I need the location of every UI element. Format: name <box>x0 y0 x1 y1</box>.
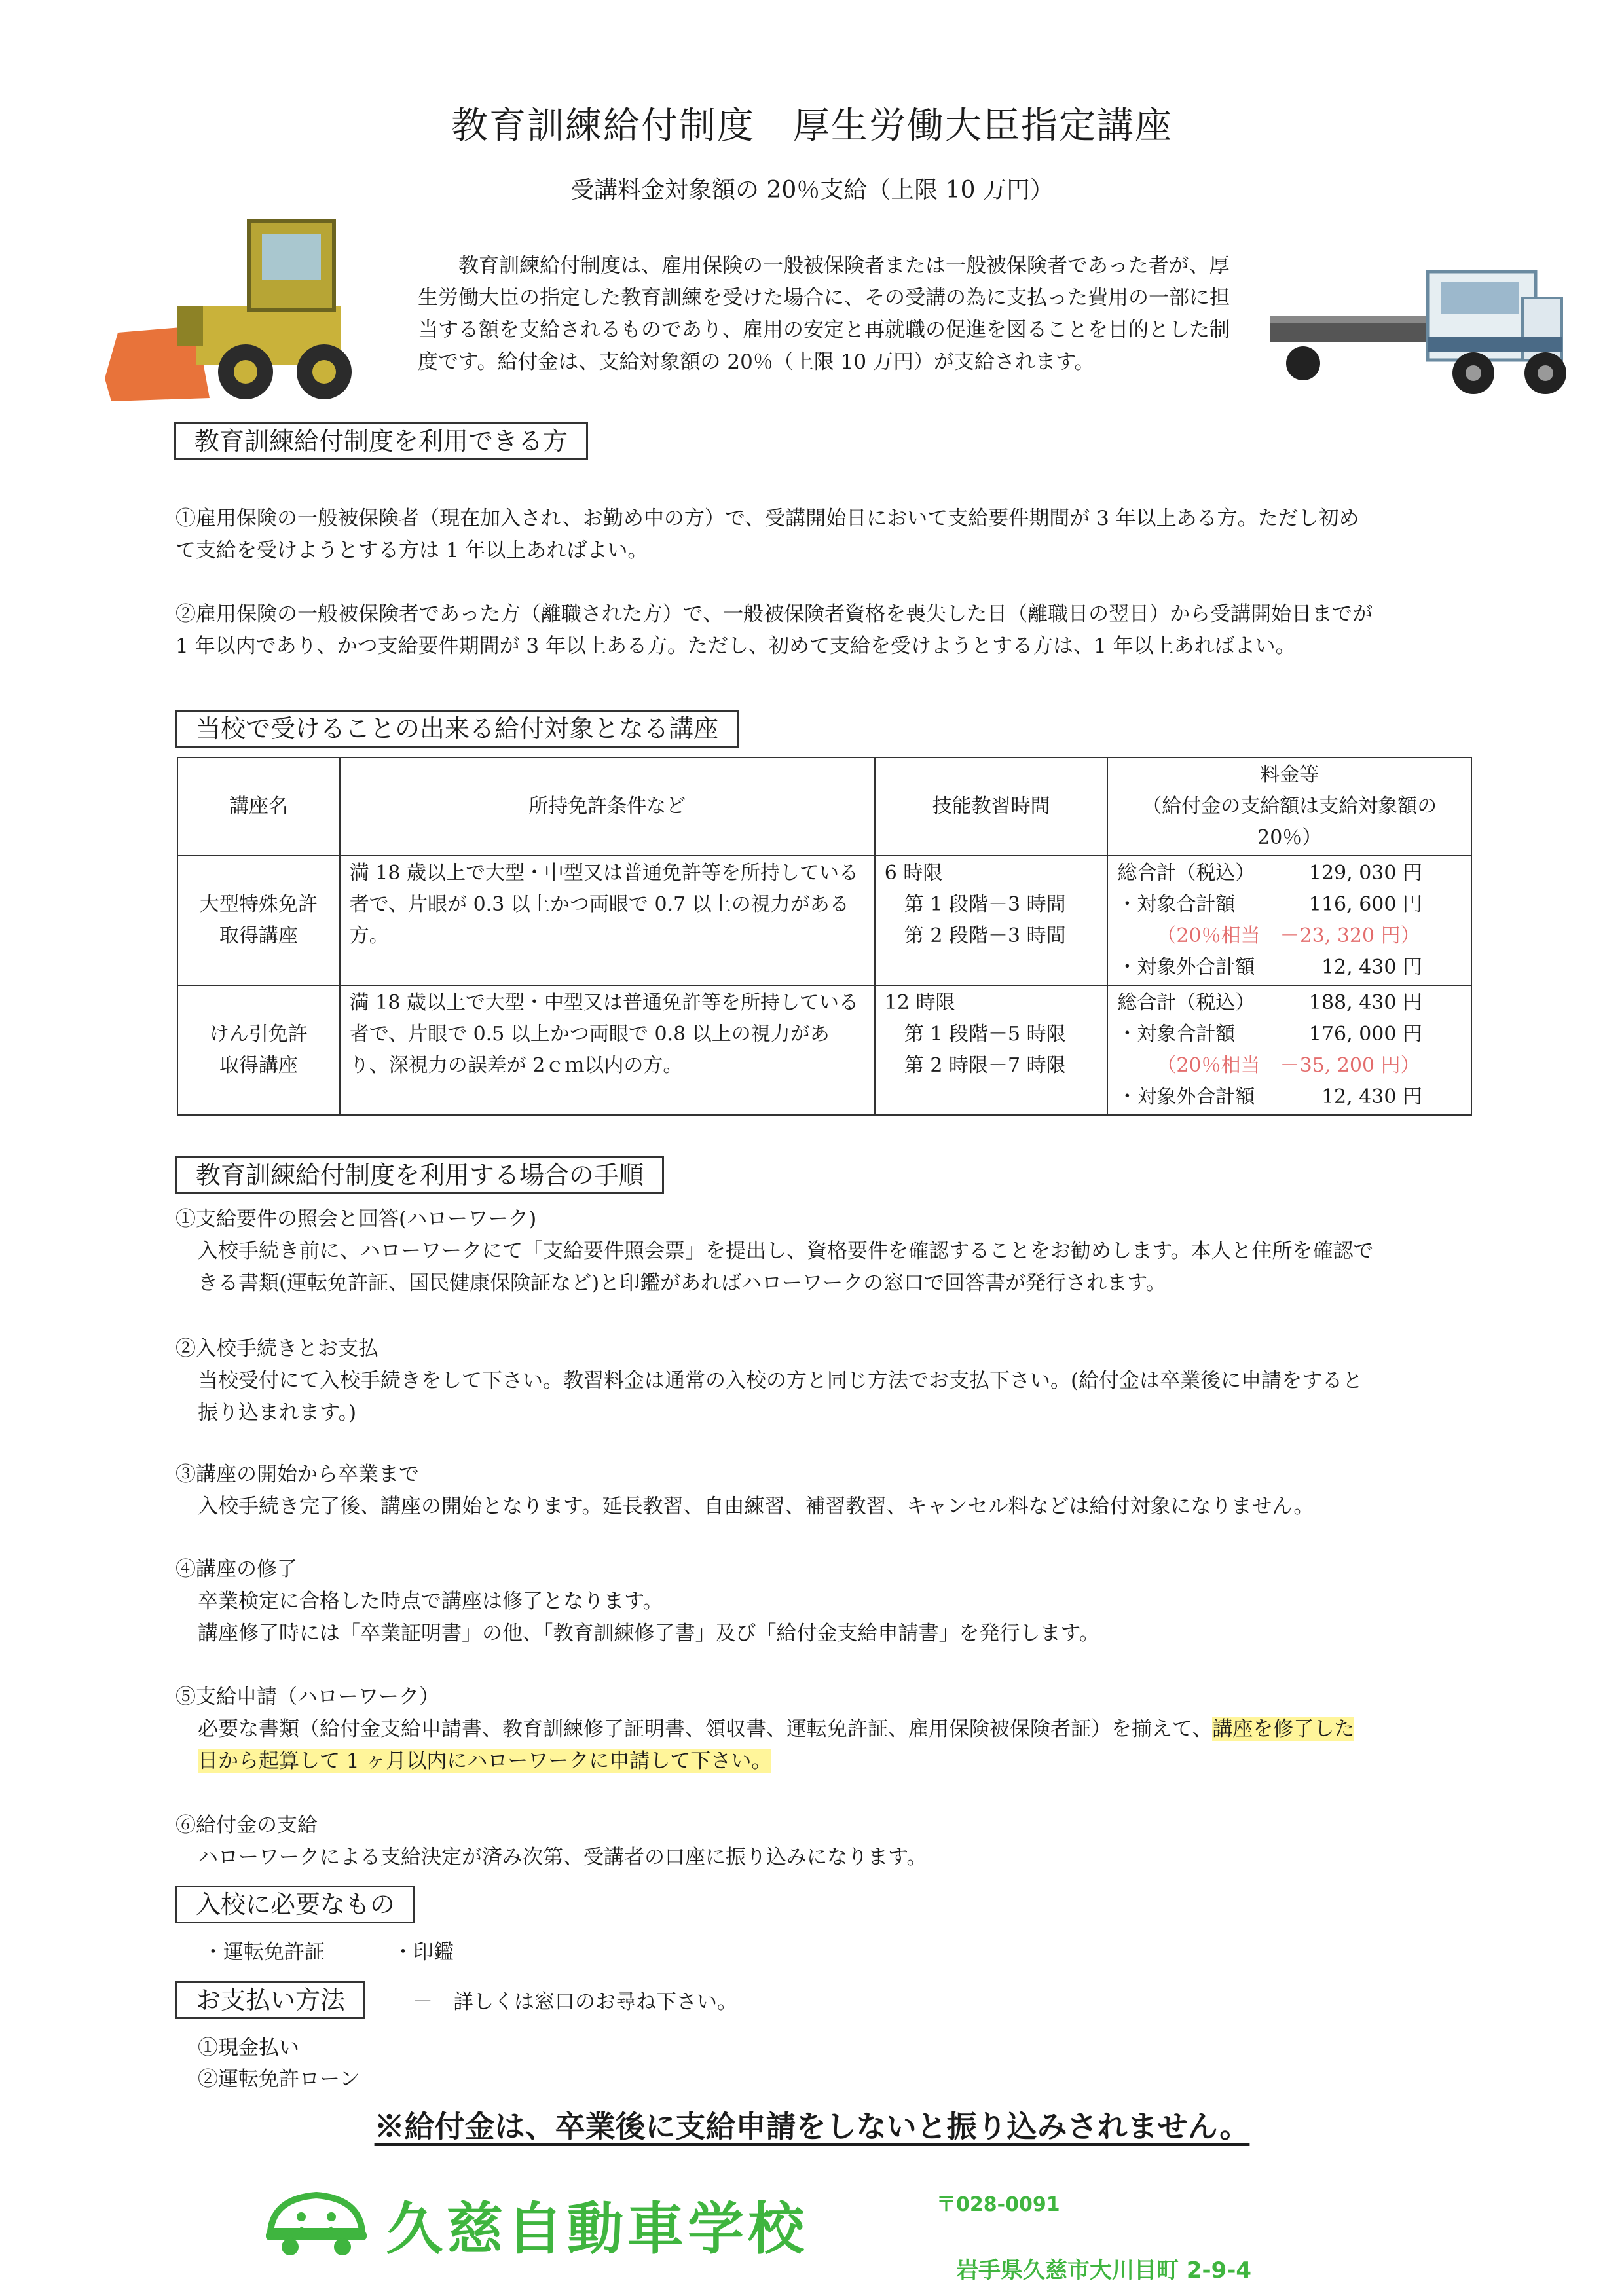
fee-target <box>1117 889 1462 920</box>
fee-benefit-note: （20％相当 －23, 320 円） <box>1156 924 1420 947</box>
procedure-step-3 <box>175 1459 1374 1523</box>
wheel-loader-photo <box>98 208 373 405</box>
fees-header-line2: （給付金の支給額は支給対象額の 20％） <box>1142 795 1437 849</box>
step-title: ⑤支給申請（ハローワーク） <box>175 1685 439 1709</box>
intro-paragraph: 教育訓練給付制度は、雇用保険の一般被保険者または一般被保険者であった者が、厚生労働大臣の指定した教育訓練を受けた場合に、その受講の為に支払った費用の一部に担当する額を支給されるものであり、雇用の安定と再就職の促進を図ることを目的とした制度です。給付金は、支給対象額の 20％（上限 10 万円）が支給されます。 <box>418 254 1230 374</box>
eligibility-item-1: ①雇用保険の一般被保険者（現在加入され、お勤め中の方）で、受講開始日において支給要件期間が 3 年以上ある方。ただし初めて支給を受けようとする方は 1 年以上あればよい。 <box>175 507 1359 562</box>
tow-truck-photo <box>1264 259 1585 403</box>
table-row <box>177 985 1471 1115</box>
fee-nontarget-value: 12, 430 円 <box>1321 956 1422 979</box>
step-title: ⑥給付金の支給 <box>175 1813 318 1837</box>
course-fees-cell <box>1107 856 1471 985</box>
eligibility-item-2: ②雇用保険の一般被保険者であった方（離職された方）で、一般被保険者資格を喪失した日（離職日の翌日）から受講開始日までが 1 年以内であり、かつ支給要件期間が 3 年以上ある方。ただし、初めて支給を受けようとする方は、1 年以上あればよい。 <box>175 602 1373 658</box>
procedure-step-4 <box>175 1554 1374 1650</box>
course-name-cell <box>177 985 340 1115</box>
procedure-step-5 <box>175 1681 1374 1777</box>
course-hours-cell <box>875 856 1108 985</box>
procedure-step-1 <box>175 1203 1374 1300</box>
fee-benefit-note: （20％相当 －35, 200 円） <box>1156 1054 1420 1077</box>
fee-nontarget-label: ・対象外合計額 <box>1117 1085 1255 1108</box>
fee-target-label: ・対象合計額 <box>1117 893 1236 916</box>
step-body-2: 講座修了時には「卒業証明書」の他、「教育訓練修了書」及び「給付金支給申請書」を発行します。 <box>198 1622 1100 1645</box>
step-body: ハローワークによる支給決定が済み次第、受講者の口座に振り込みになります。 <box>198 1846 927 1869</box>
page-title: 教育訓練給付制度 厚生労働大臣指定講座 <box>451 105 1173 147</box>
table-row <box>177 856 1471 985</box>
hours-total: 12 時限 <box>884 991 955 1014</box>
hours-stage-1: 第 1 段階－5 時限 <box>904 1023 1066 1046</box>
course-name-cell <box>177 856 340 985</box>
fee-nontarget-value: 12, 430 円 <box>1321 1085 1422 1108</box>
procedure-heading: 教育訓練給付制度を利用する場合の手順 <box>175 1156 664 1194</box>
step-body: 入校手続き前に、ハローワークにて「支給要件照会票」を提出し、資格要件を確認することをお勧めします。本人と住所を確認できる書類(運転免許証、国民健康保険証など)と印鑑があればハローワークの窓口で回答書が発行されます。 <box>198 1239 1374 1295</box>
step-body <box>175 1713 1374 1777</box>
step-highlight: 講座を修了した日から起算して 1 ヶ月以内にハローワークに申請して下さい。 <box>198 1717 1355 1773</box>
payment-item-loan: ②運転免許ローン <box>198 2068 360 2091</box>
fee-total-value: 129, 030 円 <box>1308 862 1422 884</box>
hours-stage-2: 第 2 段階－3 時間 <box>904 924 1066 947</box>
procedure-step-2 <box>175 1333 1374 1429</box>
payment-heading: お支払い方法 <box>175 1981 365 2019</box>
required-item-seal: ・印鑑 <box>393 1941 454 1964</box>
fee-nontarget <box>1117 1082 1462 1113</box>
fee-total <box>1117 858 1462 889</box>
payment-item-cash: ①現金払い <box>198 2036 299 2060</box>
col-header-hours: 技能教習時間 <box>875 757 1108 856</box>
fee-target-label: ・対象合計額 <box>1117 1023 1236 1046</box>
car-mascot-logo <box>261 2185 372 2257</box>
hours-stage-1: 第 1 段階－3 時間 <box>904 893 1066 916</box>
course-fees-cell <box>1107 985 1471 1115</box>
course-conditions: 満 18 歳以上で大型・中型又は普通免許等を所持している者で、片眼が 0.3 以上かつ両眼で 0.7 以上の視力がある方。 <box>340 856 875 985</box>
eligibility-heading: 教育訓練給付制度を利用できる方 <box>174 422 588 460</box>
step-body: 当校受付にて入校手続きをして下さい。教習料金は通常の入校の方と同じ方法でお支払下さい。(給付金は卒業後に申請をすると振り込まれます。) <box>198 1369 1363 1425</box>
courses-heading: 当校で受けることの出来る給付対象となる講座 <box>175 710 739 748</box>
page-subtitle: 受講料金対象額の 20％支給（上限 10 万円） <box>570 177 1054 204</box>
step-title: ②入校手続きとお支払 <box>175 1337 378 1360</box>
col-header-name: 講座名 <box>177 757 340 856</box>
course-conditions: 満 18 歳以上で大型・中型又は普通免許等を所持している者で、片眼で 0.5 以上かつ両眼で 0.8 以上の視力があり、深視力の誤差が 2ｃｍ以内の方。 <box>340 985 875 1115</box>
fee-target-value: 176, 000 円 <box>1308 1023 1422 1046</box>
step-title: ①支給要件の照会と回答(ハローワーク) <box>175 1207 537 1231</box>
payment-note: － 詳しくは窓口のお尋ね下さい。 <box>413 1990 737 2014</box>
required-item-license: ・運転免許証 <box>203 1941 325 1964</box>
postal-code: 〒028-0091 <box>936 2193 1060 2216</box>
fee-target-value: 116, 600 円 <box>1308 893 1422 916</box>
step-body: 卒業検定に合格した時点で講座は修了となります。 <box>198 1590 663 1613</box>
step-title: ④講座の修了 <box>175 1558 297 1581</box>
procedure-step-6 <box>175 1810 1374 1874</box>
course-name-line1: けん引免許 <box>209 1023 308 1046</box>
warning-notice: ※給付金は、卒業後に支給申請をしないと振り込みされません。 <box>374 2109 1250 2144</box>
course-name-line1: 大型特殊免許 <box>199 893 318 916</box>
courses-table <box>177 757 1472 1116</box>
school-name: 久慈自動車学校 <box>386 2196 808 2262</box>
fee-total-value: 188, 430 円 <box>1308 991 1422 1014</box>
step-body-text: 必要な書類（給付金支給申請書、教育訓練修了証明書、領収書、運転免許証、雇用保険被保険者証）を揃えて、 <box>198 1717 1213 1741</box>
fee-nontarget-label: ・対象外合計額 <box>1117 956 1255 979</box>
required-heading: 入校に必要なもの <box>175 1886 415 1923</box>
hours-stage-2: 第 2 時限－7 時限 <box>904 1054 1066 1077</box>
step-title: ③講座の開始から卒業まで <box>175 1463 419 1486</box>
fees-header-line1: 料金等 <box>1260 763 1320 786</box>
table-header-row <box>177 757 1471 856</box>
course-name-line2: 取得講座 <box>219 924 298 947</box>
col-header-fees <box>1107 757 1471 856</box>
step-body: 入校手続き完了後、講座の開始となります。延長教習、自由練習、補習教習、キャンセル料などは給付対象になりません。 <box>198 1495 1314 1518</box>
fee-total <box>1117 987 1462 1019</box>
fee-nontarget <box>1117 952 1462 983</box>
course-hours-cell <box>875 985 1108 1115</box>
fee-target <box>1117 1019 1462 1050</box>
fee-total-label: 総合計（税込） <box>1117 862 1255 884</box>
course-name-line2: 取得講座 <box>219 1054 298 1077</box>
hours-total: 6 時限 <box>884 862 943 884</box>
col-header-conditions: 所持免許条件など <box>340 757 875 856</box>
fee-total-label: 総合計（税込） <box>1117 991 1255 1014</box>
school-address: 岩手県久慈市大川目町 2-9-4 <box>956 2257 1252 2284</box>
